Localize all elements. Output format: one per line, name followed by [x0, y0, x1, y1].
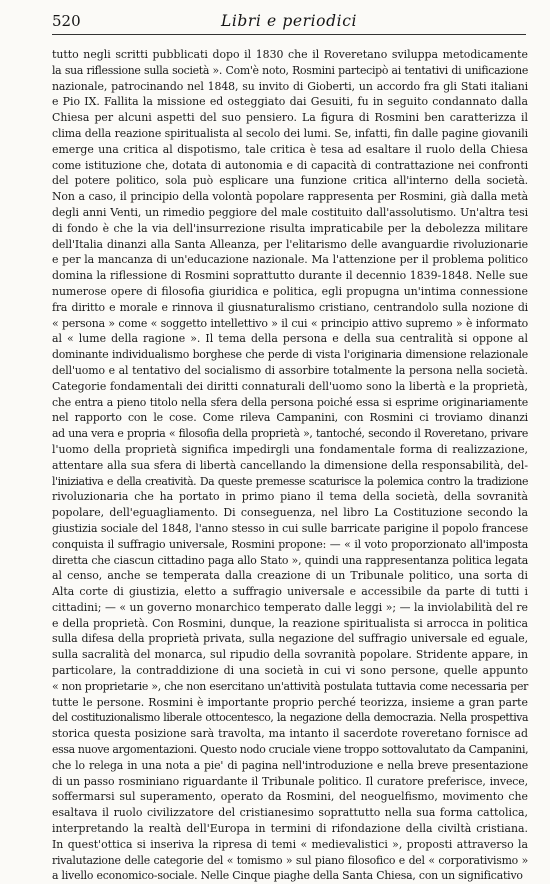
text-line: dell'Italia dinanzi alla Santa Alleanza, per l'elitarismo delle avanguardie rivoluzionarie — [52, 237, 528, 251]
page-header — [52, 12, 526, 34]
text-line: tutte le persone. Rosmini è importante proprio perché teorizza, insieme a gran parte — [52, 695, 528, 709]
text-line: emerge una critica al dispotismo, tale critica è tesa ad esaltare il ruolo della Chiesa — [52, 142, 528, 156]
text-line: al censo, anche se temperata dalla creazione di un Tribunale politico, una sorta di — [52, 569, 528, 583]
header-rule — [52, 34, 526, 35]
text-line: come istituzione che, dotata di autonomia e di capacità di contrattazione nei confronti — [52, 158, 528, 172]
text-line: In quest'ottica si inseriva la ripresa di temi « medievalistici », proposti attraverso la — [52, 837, 528, 851]
text-line: « non proprietarie », che non esercitano un'attività postulata tuttavia come necessaria per — [52, 679, 528, 693]
text-line: storica questa posizione sarà travolta, ma intanto il sacerdote roveretano fornisce ad — [52, 727, 528, 741]
text-line: interpretando la realtà dell'Europa in termini di rifondazione della civiltà cristiana. — [52, 822, 528, 836]
text-line: esaltava il ruolo civilizzatore del cristianesimo soprattutto nella sua forma cattolica, — [52, 806, 528, 820]
text-line: di un passo rosminiano riguardante il Tribunale politico. Il curatore preferisce, invece, — [52, 774, 528, 788]
text-line: cittadini; — « un governo monarchico temperato dalle leggi »; — la inviolabilità del re — [52, 600, 528, 614]
text-line: nel rapporto con le cose. Come rileva Campanini, con Rosmini ci troviamo dinanzi — [52, 411, 528, 425]
text-line: rivoluzionaria che ha portato in primo piano il tema della società, della sovranità — [52, 490, 528, 504]
text-line: e Pio IX. Fallita la missione ed osteggiato dai Gesuiti, fu in seguito condannato dalla — [52, 95, 528, 109]
text-line: di fondo è che la via dell'insurrezione risulta impraticabile per la debolezza militare — [52, 221, 528, 235]
text-line: nazionale, patrocinando nel 1848, su invito di Gioberti, un accordo fra gli Stati italiani — [52, 79, 528, 93]
text-line: domina la riflessione di Rosmini soprattutto durante il decennio 1839-1848. Nelle sue — [52, 269, 528, 283]
text-line: sulla sacralità del monarca, sul ripudio della sovranità popolare. Stridente appare, in — [52, 648, 528, 662]
text-line: numerose opere di filosofia giuridica e politica, egli propugna un'intima connessione — [52, 284, 528, 298]
text-line: ad una vera e propria « filosofia della proprietà », tantoché, secondo il Roveretano, privare — [52, 427, 528, 441]
text-line: Non a caso, il principio della volontà popolare rappresenta per Rosmini, già dalla metà — [52, 190, 528, 204]
text-line: attentare alla sua sfera di libertà cancellando la dimensione della responsabilità, del- — [52, 458, 528, 472]
text-line: del potere politico, sola può esplicare una funzione critica all'interno della società. — [52, 174, 528, 188]
text-line: del costituzionalismo liberale ottocentesco, la negazione della democrazia. Nella prospettiva — [52, 711, 528, 725]
text-line: che entra a pieno titolo nella sfera della persona poiché essa si esprime originariamente — [52, 395, 528, 409]
text-line: popolare, dell'eguagliamento. Di conseguenza, nel libro La Costituzione secondo la — [52, 506, 528, 520]
text-line: essa nuove argomentazioni. Questo nodo cruciale viene troppo sottovalutato da Campanini, — [52, 743, 529, 757]
text-line: Chiesa per alcuni aspetti del suo pensiero. La figura di Rosmini ben caratterizza il — [52, 111, 528, 125]
text-line: l'iniziativa e della creatività. Da queste premesse scaturisce la polemica contro la tradizione — [52, 474, 528, 488]
text-line: l'uomo della proprietà significa impedirgli una fondamentale forma di realizzazione, — [52, 442, 528, 456]
text-line: al « lume della ragione ». Il tema della persona e della sua centralità si oppone al — [52, 332, 528, 346]
text-line: rivalutazione delle categorie del « tomismo » sul piano filosofico e del « corporativismo » — [52, 853, 528, 867]
text-line: Alta corte di giustizia, eletto a suffragio universale e accessibile da parte di tutti i — [52, 585, 528, 599]
text-line: « persona » come « soggetto intellettivo » il cui « principio attivo supremo » è informato — [52, 316, 528, 330]
text-line: e per la mancanza di un'educazione nazionale. Ma l'attenzione per il problema politico — [52, 253, 528, 267]
text-line: dominante individualismo borghese che perde di vista l'originaria dimensione relazionale — [52, 348, 528, 362]
text-line: dell'uomo e al tentativo del socialismo di assorbire totalmente la persona nella società. — [52, 363, 528, 377]
text-line: sulla difesa della proprietà privata, sulla negazione del suffragio universale ed eguale, — [52, 632, 528, 646]
text-line: che lo relega in una nota a pie' di pagina nell'introduzione e nella breve presentazione — [52, 758, 528, 772]
text-line: conquista il suffragio universale, Rosmini propone: — « il voto proporzionato all'imposta — [52, 537, 528, 551]
text-line: soffermarsi sul superamento, operato da Rosmini, del neoguelfismo, movimento che — [52, 790, 528, 804]
text-line: giustizia sociale del 1848, l'anno stesso in cui sulle barricate parigine il popolo francese — [52, 521, 528, 535]
text-line: particolare, la contraddizione di una società in cui vi sono persone, quelle appunto — [52, 664, 528, 678]
text-line: diretta che ciascun cittadino paga allo Stato », quindi una rappresentanza politica legata — [52, 553, 528, 567]
text-line: fra diritto e morale e rinnova il giusnaturalismo cristiano, centrandolo sulla nozione di — [52, 300, 528, 314]
text-line: degli anni Venti, un rimedio peggiore del male costituito dall'assolutismo. Un'altra tesi — [52, 205, 528, 219]
page-number: 520 — [52, 12, 81, 30]
text-line: tutto negli scritti pubblicati dopo il 1830 che il Roveretano sviluppa metodicamente — [52, 48, 528, 61]
text-line: clima della reazione spiritualista al secolo dei lumi. Se, infatti, fin dalle pagine giovanili — [52, 126, 528, 140]
text-line: Categorie fondamentali dei diritti connaturali dell'uomo sono la libertà e la proprietà, — [52, 379, 528, 393]
text-line: la sua riflessione sulla società ». Com'è noto, Rosmini partecipò ai tentativi di unificazione — [52, 63, 528, 77]
body-text — [52, 47, 528, 884]
text-line: a livello economico-sociale. Nelle Cinque piaghe della Santa Chiesa, con un significativo — [52, 869, 523, 883]
running-title: Libri e periodici — [220, 12, 358, 30]
text-line: e della proprietà. Con Rosmini, dunque, la reazione spiritualista si arrocca in politica — [52, 616, 528, 630]
